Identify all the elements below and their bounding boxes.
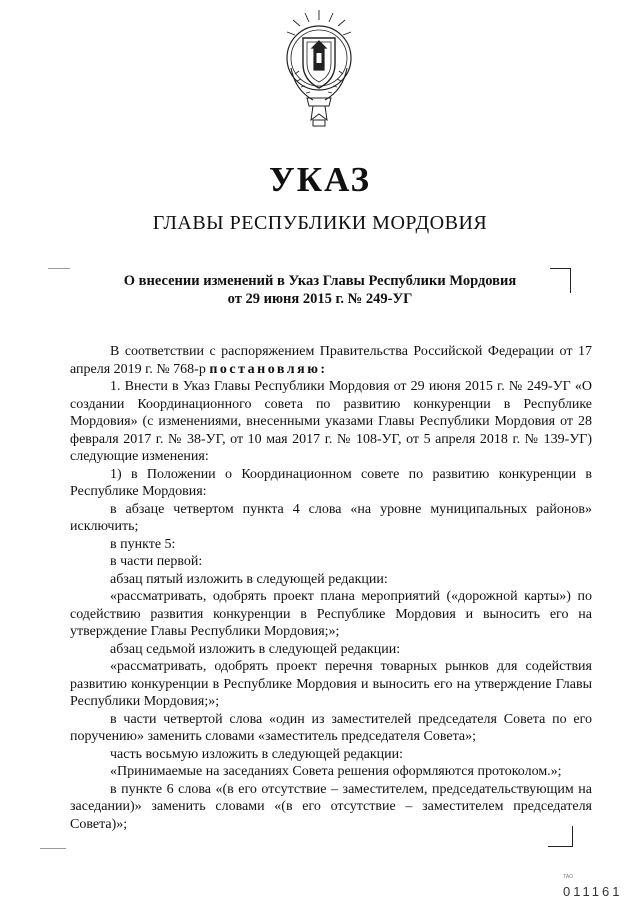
paragraph: «рассматривать, одобрять проект перечня товарных рынков для содействия развитию конкуренции в Республике Мордовия и выносить его на утверждение Главы Республики Мордовия;»; (70, 659, 592, 709)
paragraph: 1. Внести в Указ Главы Республики Мордовия от 29 июня 2015 г. № 249-УГ «О создании Координационного совета по развитию конкуренции в Республике Мордовия» (с изменениями, внесенными указами Главы Республики Мордовия от 28 февраля 2017 г. № 38-УГ, от 10 мая 2017 г. № 108-УГ, от 5 апреля 2018 г. № 139-УГ) следующие изменения: (70, 379, 592, 464)
paragraph: в абзаце четвертом пункта 4 слова «на уровне муниципальных районов» исключить; (70, 501, 592, 534)
paragraph: часть восьмую изложить в следующей редакции: (110, 746, 404, 762)
document-subtitle: ГЛАВЫ РЕСПУБЛИКИ МОРДОВИЯ (152, 212, 488, 234)
scan-mark-bottom (40, 848, 66, 849)
paragraph: «Принимаемые на заседаниях Совета решения оформляются протоколом.»; (110, 764, 562, 779)
paragraph-text: В соответствии с распоряжением Правительства Российской Федерации от 17 апреля 2019 г. № 768-р (70, 344, 592, 377)
paragraph: в пункте 6 слова «(в его отсутствие – заместителем, председательствующим на заседании)» заменить словами «(в его отсутствие – заместителем председателя Совета)»; (70, 781, 592, 832)
coat-of-arms-emblem-icon (283, 8, 355, 130)
paragraph: в пункте 5: (110, 536, 176, 552)
paragraph: 1) в Положении о Координационном совете по развитию конкуренции в Республике Мордовия: (70, 466, 592, 499)
resolution-word: постановляю: (209, 361, 328, 377)
paragraph: в части четвертой слова «один из заместителей председателя Совета по его поручению» заменить словами «заместитель председателя Совета»; (70, 711, 592, 744)
document-body (70, 343, 592, 833)
paragraph: абзац пятый изложить в следующей редакции: (110, 571, 388, 587)
document-heading (70, 272, 570, 308)
paragraph: в части первой: (110, 554, 203, 569)
bracket-top-right (550, 268, 571, 293)
paragraph: абзац седьмой изложить в следующей редакции: (110, 641, 401, 657)
heading-line-2: от 29 июня 2015 г. № 249-УГ (227, 291, 413, 307)
scan-mark-top (48, 268, 70, 269)
footer-serial-number: 011161 (563, 884, 623, 899)
document-title: УКАЗ (269, 160, 371, 199)
footer-tiny-mark: ТАО (563, 874, 574, 880)
paragraph: «рассматривать, одобрять проект плана мероприятий («дорожной карты») по содействию развития конкуренции в Республике Мордовия и выносить его на утверждение Главы Республики Мордовия;»; (70, 589, 592, 639)
heading-line-1: О внесении изменений в Указ Главы Республики Мордовия (123, 273, 517, 289)
paragraph (70, 343, 592, 378)
